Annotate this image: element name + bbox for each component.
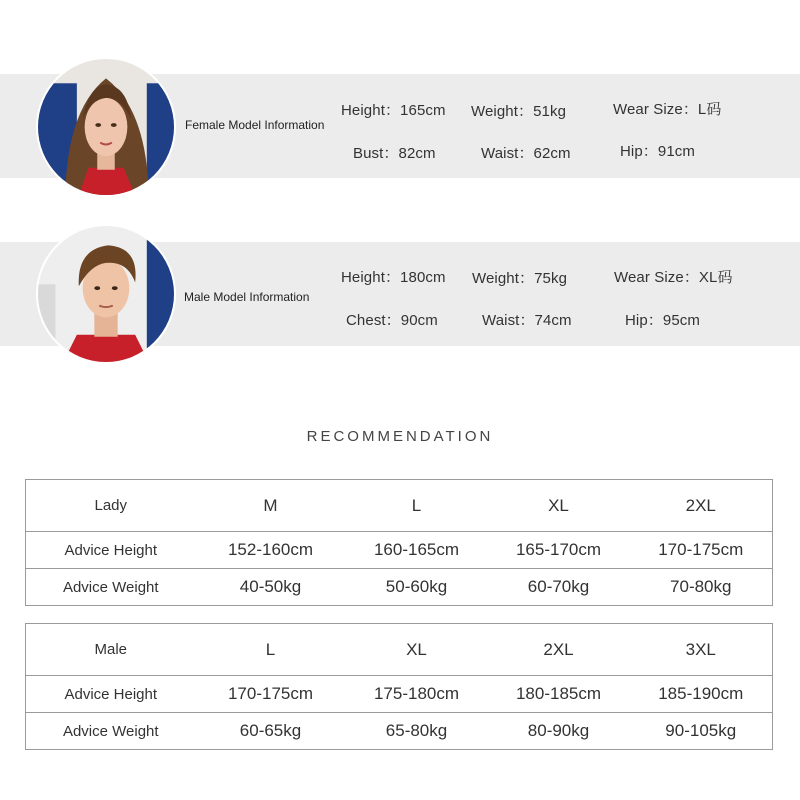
female-bust: Bust：82cm <box>353 145 436 162</box>
female-height: Height：165cm <box>341 102 446 119</box>
table-row <box>26 569 773 606</box>
table-cell: 175-180cm <box>346 676 488 713</box>
table-cell: Advice Weight <box>26 713 196 750</box>
table-cell: L <box>265 639 276 659</box>
female-model-photo <box>36 57 176 197</box>
table-cell: 165-170cm <box>488 532 630 569</box>
table-cell: 50-60kg <box>346 569 488 606</box>
male-weight: Weight：75kg <box>472 270 568 287</box>
table-cell: 60-65kg <box>196 713 346 750</box>
table-cell: Advice Height <box>26 532 196 569</box>
female-hip: Hip：91cm <box>620 143 695 160</box>
table-cell: 70-80kg <box>630 569 773 606</box>
table-cell: 170-175cm <box>630 532 773 569</box>
table-cell: 3XL <box>685 639 716 659</box>
table-header-row <box>26 480 773 532</box>
male-waist: Waist：74cm <box>482 312 572 329</box>
table-cell: M <box>263 495 278 515</box>
table-header-row <box>26 624 773 676</box>
male-model-photo <box>36 224 176 364</box>
table-cell: XL <box>406 639 427 659</box>
table-cell: Advice Weight <box>26 569 196 606</box>
table-cell: 60-70kg <box>488 569 630 606</box>
table-cell: L <box>411 495 422 515</box>
table-cell: 180-185cm <box>488 676 630 713</box>
male-wear-size: Wear Size：XL码 <box>614 269 733 286</box>
table-cell: 160-165cm <box>346 532 488 569</box>
table-cell: Lady <box>94 497 128 514</box>
table-cell: Advice Height <box>26 676 196 713</box>
male-chest: Chest：90cm <box>346 312 438 329</box>
table-cell: Male <box>94 641 127 658</box>
table-cell: 90-105kg <box>630 713 773 750</box>
table-cell: 40-50kg <box>196 569 346 606</box>
table-cell: 152-160cm <box>196 532 346 569</box>
table-cell: 185-190cm <box>630 676 773 713</box>
male-portrait-icon <box>38 226 174 362</box>
table-row <box>26 532 773 569</box>
male-height: Height：180cm <box>341 269 446 286</box>
female-weight: Weight：51kg <box>471 103 567 120</box>
male-model-label: Male Model Information <box>184 290 310 304</box>
table-cell: 170-175cm <box>196 676 346 713</box>
table-cell: 65-80kg <box>346 713 488 750</box>
male-hip: Hip：95cm <box>625 312 700 329</box>
table-row <box>26 676 773 713</box>
female-waist: Waist：62cm <box>481 145 571 162</box>
female-model-label: Female Model Information <box>185 118 325 132</box>
table-cell: 2XL <box>543 639 574 659</box>
lady-size-table <box>25 479 773 606</box>
recommendation-title: RECOMMENDATION <box>306 428 494 445</box>
table-row <box>26 713 773 750</box>
female-wear-size: Wear Size：L码 <box>613 101 722 118</box>
table-cell: 80-90kg <box>488 713 630 750</box>
table-cell: 2XL <box>685 495 716 515</box>
female-portrait-icon <box>38 59 174 195</box>
male-size-table <box>25 623 773 750</box>
table-cell: XL <box>548 495 569 515</box>
